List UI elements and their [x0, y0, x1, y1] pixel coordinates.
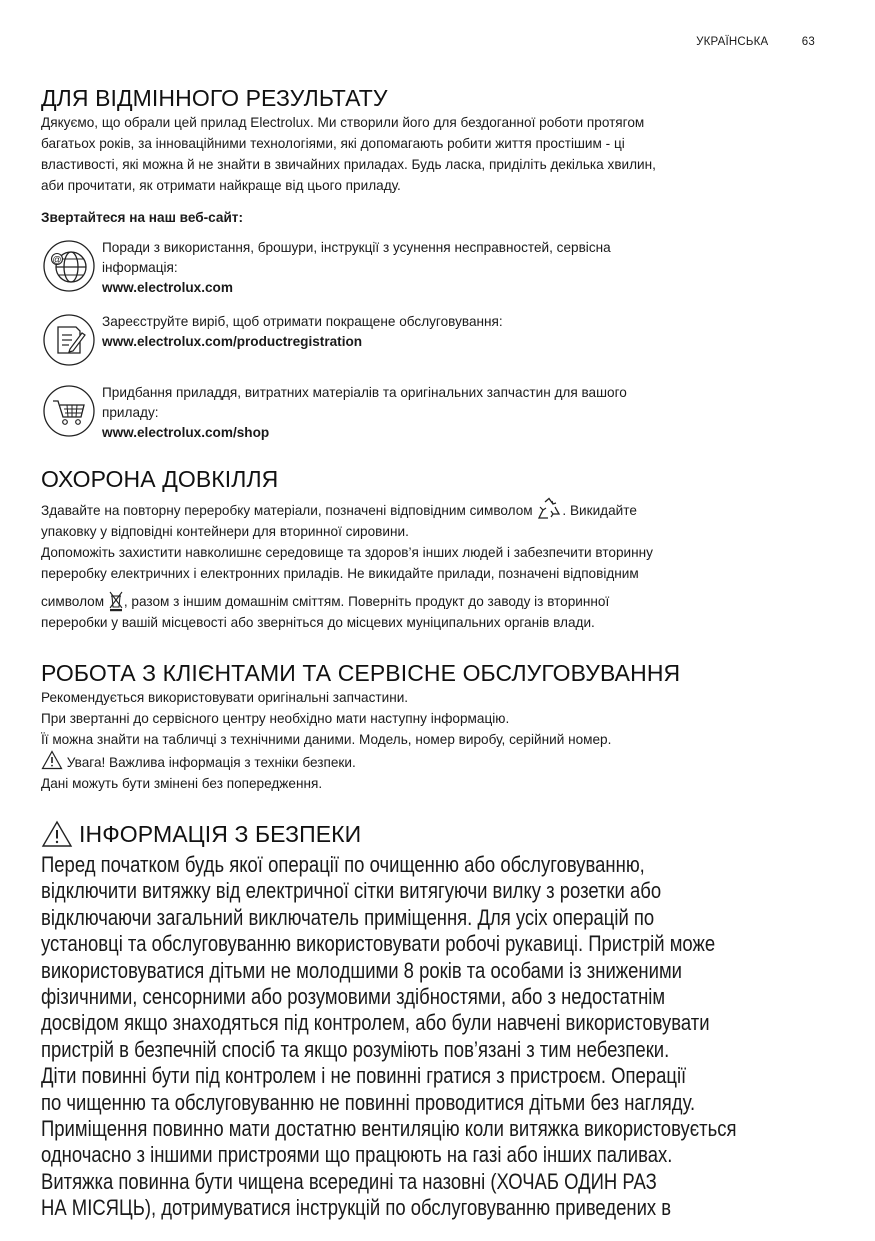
- text-run: , разом з іншим домашнім сміттям. Поверніть продукт до заводу із вторинної: [123, 594, 610, 609]
- safety-line: фізичними, сенсорними або розумовими здібностями, або з недостатнім: [41, 984, 666, 1010]
- shopping-cart-icon: [42, 384, 96, 438]
- website-link[interactable]: www.electrolux.com: [102, 280, 233, 295]
- safety-line: одночасно з іншими пристроями що працюють на газі або інших паливах.: [41, 1142, 673, 1168]
- environment-line: упаковку у відповідні контейнери для вторинної сировини.: [41, 524, 409, 539]
- contact-desc-line: Придбання приладдя, витратних матеріалів та оригінальних запчастин для вашого: [102, 385, 627, 400]
- intro-paragraph: [41, 112, 831, 196]
- text-run: символом: [41, 594, 108, 609]
- safety-line: НА МІСЯЦЬ), дотримуватися інструкцій по обслуговуванню приведених в: [41, 1195, 672, 1221]
- safety-line: Витяжка повинна бути чищена всередині та назовні (ХОЧАБ ОДИН РАЗ: [41, 1168, 657, 1194]
- intro-line: аби прочитати, як отримати найкраще від цього приладу.: [41, 178, 401, 193]
- warning-text: Увага! Важлива інформація з техніки безпеки.: [66, 755, 356, 770]
- service-line: При звертанні до сервісного центру необхідно мати наступну інформацію.: [41, 711, 510, 726]
- contact-item-shop: [41, 383, 831, 443]
- page-content: [41, 84, 831, 1222]
- section-title-best-results: ДЛЯ ВІДМІННОГО РЕЗУЛЬТАТУ: [41, 85, 388, 111]
- contact-text: [102, 238, 611, 298]
- safety-line: по чищенню та обслуговуванню не повинні проводитися дітьми без нагляду.: [41, 1089, 696, 1115]
- service-line: Її можна знайти на табличці з технічними даними. Модель, номер виробу, серійний номер.: [41, 732, 612, 747]
- recycle-icon: [536, 497, 562, 521]
- product-registration-link[interactable]: www.electrolux.com/productregistration: [102, 334, 363, 349]
- contact-desc-line: приладу:: [102, 405, 159, 420]
- environment-line: [41, 497, 831, 521]
- service-line: Дані можуть бути змінені без попередження.: [41, 776, 323, 791]
- safety-line: відключаючи загальний виключатель приміщення. Для усіх операцій по: [41, 904, 655, 930]
- section-title-customer-service: РОБОТА З КЛІЄНТАМИ ТА СЕРВІСНЕ ОБСЛУГОВУВАННЯ: [41, 660, 681, 686]
- safety-line: відключити витяжку від електричної сітки витягуючи вилку з розетки або: [41, 878, 662, 904]
- environment-line: [41, 590, 831, 612]
- svg-text:@: @: [52, 254, 62, 265]
- contact-desc-line: інформація:: [102, 260, 178, 275]
- text-run: . Викидайте: [562, 503, 637, 518]
- warning-line: [41, 750, 831, 773]
- safety-line: Перед початком будь якої операції по очищенню або обслуговуванню,: [41, 852, 645, 877]
- safety-line: досвідом якщо знаходяться під контролем, або були навчені використовувати: [41, 1010, 710, 1036]
- safety-line: використовуватися дітьми не молодшими 8 років та особами із зниженими: [41, 957, 682, 983]
- running-header: [696, 36, 815, 48]
- section-title-safety: ІНФОРМАЦІЯ З БЕЗПЕКИ: [79, 821, 362, 847]
- service-paragraph: [41, 687, 831, 794]
- environment-paragraph: [41, 497, 831, 633]
- warning-icon: [41, 750, 63, 770]
- safety-title-row: [41, 820, 831, 848]
- safety-line: Приміщення повинно мати достатню вентиляцію коли витяжка використовується: [41, 1116, 737, 1142]
- safety-line: Діти повинні бути під контролем і не повинні гратися з пристроєм. Операції: [41, 1063, 687, 1089]
- shop-link[interactable]: www.electrolux.com/shop: [102, 425, 270, 440]
- contact-desc-line: Зареєструйте виріб, щоб отримати покращене обслуговування:: [102, 314, 503, 329]
- intro-line: Дякуємо, що обрали цей прилад Electrolux. Ми створили його для бездоганної роботи протягом: [41, 115, 645, 130]
- environment-line: Допоможіть захистити навколишнє середовище та здоров’я інших людей і забезпечити вторинну: [41, 545, 653, 560]
- contact-text: [102, 383, 627, 443]
- safety-line: пристрій в безпечній спосіб та якщо розуміють пов’язані з тим небезпеки.: [41, 1036, 670, 1062]
- environment-line: переробку електричних і електронних приладів. Не викидайте прилади, позначені відповідним: [41, 566, 639, 581]
- crossed-bin-icon: [108, 590, 124, 612]
- header-language: УКРАЇНСЬКА: [696, 36, 769, 48]
- contact-item-registration: [41, 312, 831, 367]
- safety-paragraph: [41, 852, 831, 1222]
- section-title-environment: ОХОРОНА ДОВКІЛЛЯ: [41, 466, 279, 492]
- contact-item-info: [41, 238, 831, 298]
- safety-line: установці та обслуговуванню використовувати робочі рукавиці. Пристрій може: [41, 931, 716, 957]
- globe-icon: [42, 239, 96, 293]
- contact-heading: Звертайтеся на наш веб-сайт:: [41, 210, 243, 225]
- contact-desc-line: Поради з використання, брошури, інструкції з усунення несправностей, сервісна: [102, 240, 611, 255]
- registration-icon: [42, 313, 96, 367]
- service-line: Рекомендується використовувати оригінальні запчастини.: [41, 690, 409, 705]
- intro-line: властивості, які можна й не знайти в звичайних приладах. Будь ласка, приділіть декілька хвилин,: [41, 157, 656, 172]
- page-number: 63: [801, 36, 815, 48]
- text-run: Здавайте на повторну переробку матеріали, позначені відповідним символом: [41, 503, 537, 518]
- contact-text: [102, 312, 503, 352]
- environment-line: переробки у вашій місцевості або зверніться до місцевих муніципальних органів влади.: [41, 615, 595, 630]
- warning-icon: [41, 820, 73, 848]
- intro-line: багатьох років, за інноваційними технологіями, які допомагають робити життя простішим - ці: [41, 136, 625, 151]
